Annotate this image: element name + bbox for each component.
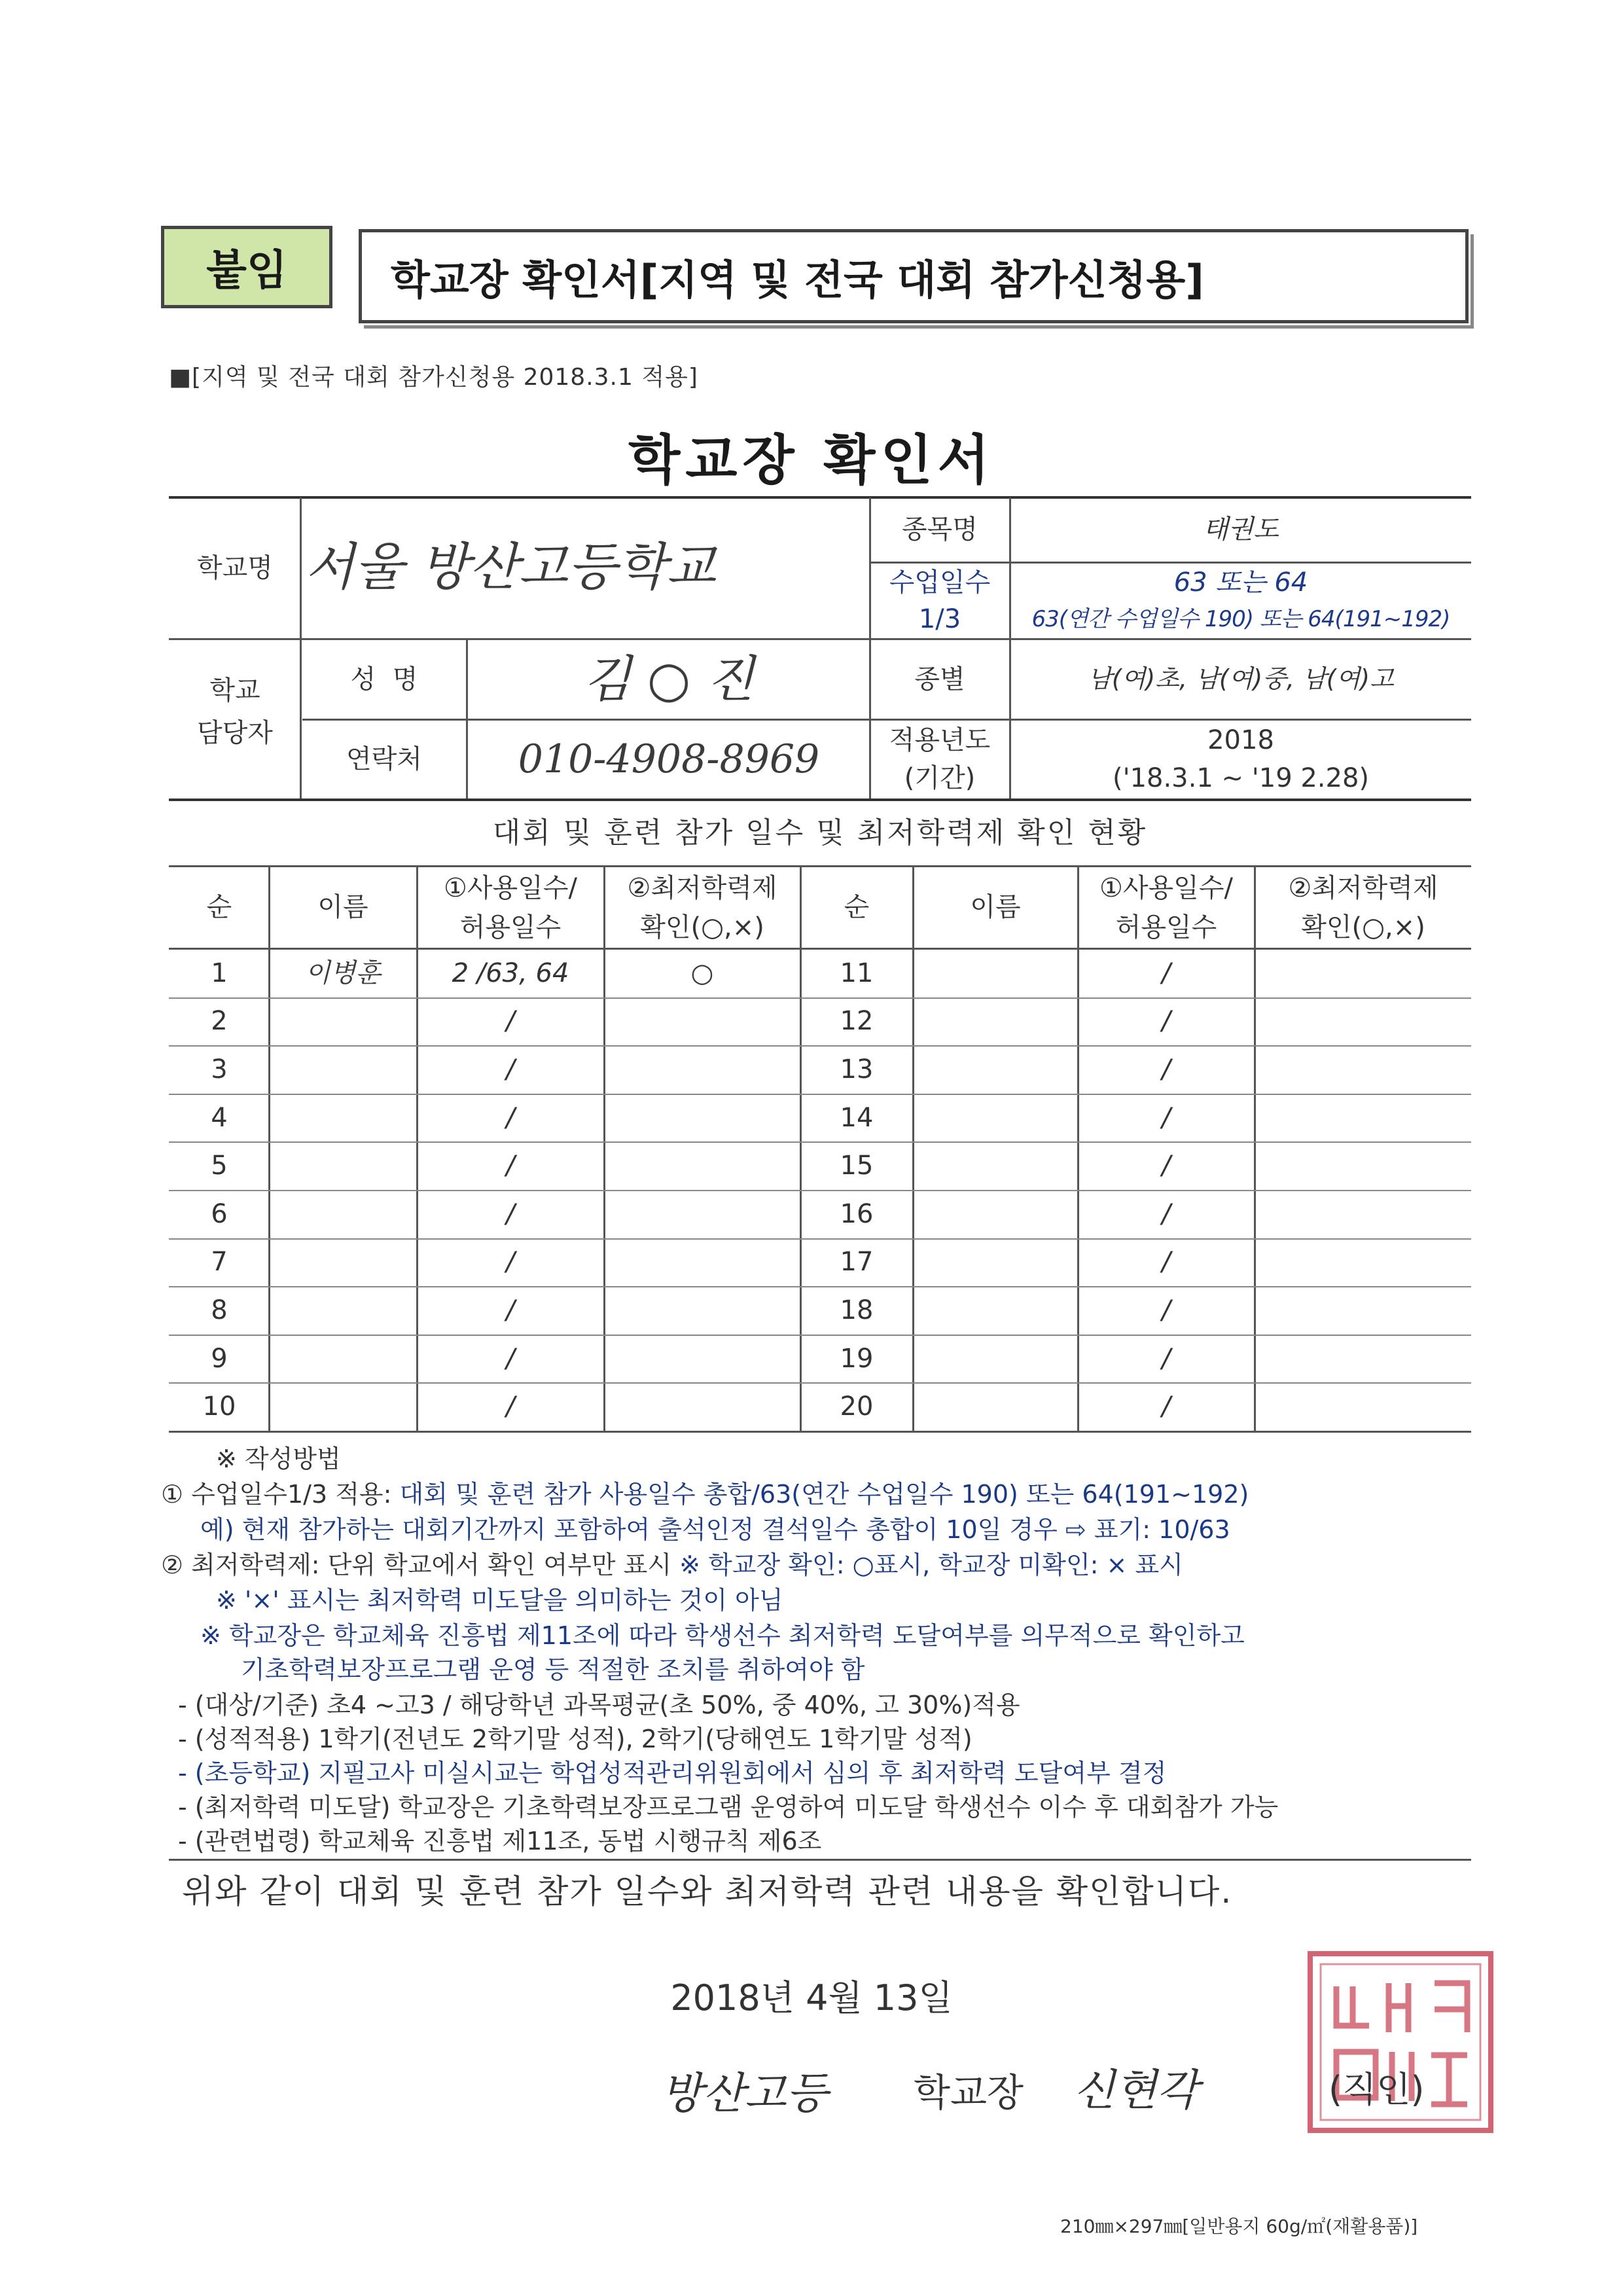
note-2-label: ② 최저학력제: 단위 학교에서 확인 여부만 표시	[161, 1551, 680, 1579]
col-header-num: 순	[844, 892, 870, 922]
row-num: 12	[840, 1006, 874, 1037]
col-header-days: ①사용일수/	[444, 873, 577, 903]
gender-label: 종별	[914, 664, 965, 694]
col-header-num: 순	[206, 892, 232, 922]
row-name	[914, 1045, 1077, 1094]
row-name	[270, 1141, 416, 1190]
row-name	[914, 1190, 1077, 1238]
col-header-name: 이름	[317, 892, 368, 922]
col-header-min: ②최저학력제	[1288, 873, 1438, 903]
gender-value: 남(여)초, 남(여)중, 남(여)고	[1088, 664, 1394, 693]
row-name	[914, 1335, 1077, 1383]
contact-value: 010-4908-8969	[518, 736, 820, 782]
row-days: /	[506, 1295, 515, 1325]
col-header-days-allowed: 허용일수	[459, 912, 562, 942]
note-4: ※ 학교장은 학교체육 진흥법 제11조에 따라 학생선수 최저학력 도달여부를 의무적으로 확인하고	[200, 1621, 1245, 1650]
row-check	[605, 1286, 800, 1335]
row-name	[914, 1094, 1077, 1142]
school-days-label: 수업일수	[889, 567, 991, 598]
row-check	[605, 997, 800, 1046]
row-days: /	[506, 1247, 515, 1278]
row-check	[605, 1141, 800, 1190]
school-handwritten: 방산고등	[661, 2068, 829, 2119]
row-num: 15	[840, 1151, 874, 1181]
confirmation-text: 위와 같이 대회 및 훈련 참가 일수와 최저학력 관련 내용을 확인합니다.	[182, 1873, 1233, 1910]
row-name	[270, 1382, 416, 1431]
row-name	[914, 1141, 1077, 1190]
row-num: 19	[840, 1343, 874, 1374]
principal-label: 학교장	[914, 2070, 1024, 2115]
row-days: /	[1162, 1391, 1171, 1422]
row-num: 17	[840, 1247, 874, 1278]
year-value: 2018	[1207, 725, 1274, 755]
row-days: /	[1162, 1054, 1171, 1085]
note-1-text: 대회 및 훈련 참가 사용일수 총합/63(연간 수업일수 190) 또는 64(191~192)	[399, 1480, 1249, 1509]
note-1-label: ① 수업일수1/3 적용:	[161, 1480, 400, 1509]
row-check: ○	[690, 958, 714, 988]
row-num: 11	[840, 958, 874, 988]
row-check	[1255, 1190, 1471, 1238]
detail-2: - (성적적용) 1학기(전년도 2학기말 성적), 2학기(당해연도 1학기말 성적)	[178, 1725, 972, 1753]
detail-4: - (최저학력 미도달) 학교장은 기초학력보장프로그램 운영하여 미도달 학생선수 이수 후 대회참가 가능	[178, 1793, 1279, 1821]
row-name	[270, 1190, 416, 1238]
row-days: /	[506, 1151, 515, 1181]
row-num: 10	[202, 1391, 236, 1422]
row-name	[270, 1045, 416, 1094]
row-name	[270, 1335, 416, 1383]
col-header-days-allowed: 허용일수	[1115, 912, 1217, 942]
school-days-value: 63 또는 64	[1173, 567, 1308, 598]
row-num: 6	[211, 1198, 228, 1229]
row-days: /	[506, 1102, 515, 1133]
row-name	[270, 997, 416, 1046]
row-check	[1255, 1335, 1471, 1383]
row-days: /	[506, 1006, 515, 1037]
info-divider	[300, 497, 302, 798]
manager-label: 학교	[209, 675, 260, 706]
row-check	[605, 1094, 800, 1142]
row-num: 5	[211, 1151, 228, 1181]
name-label: 성 명	[350, 664, 418, 694]
note-1	[161, 1474, 1249, 1510]
detail-5: - (관련법령) 학교체육 진흥법 제11조, 동법 시행규칙 제6조	[178, 1827, 822, 1856]
row-name	[270, 1286, 416, 1335]
year-period: ('18.3.1 ~ '19 2.28)	[1112, 763, 1370, 793]
row-name	[914, 1286, 1077, 1335]
note-4-continued: 기초학력보장프로그램 운영 등 적절한 조치를 취하여야 함	[241, 1655, 865, 1684]
detail-1: - (대상/기준) 초4 ~고3 / 해당학년 과목평균(초 50%, 중 40%, 고 30%)적용	[178, 1691, 1020, 1719]
row-num: 18	[840, 1295, 874, 1325]
row-name: 이병훈	[305, 958, 381, 988]
school-name-value: 서울 방산고등학교	[305, 537, 716, 597]
note-3: ※ '×' 표시는 최저학력 미도달을 의미하는 것이 아님	[216, 1586, 783, 1615]
row-num: 9	[211, 1343, 228, 1374]
row-check	[1255, 1382, 1471, 1431]
row-days: /	[1162, 1102, 1171, 1133]
notes-bottom-rule	[169, 1859, 1471, 1861]
year-label-2: (기간)	[904, 763, 976, 793]
row-check	[1255, 1286, 1471, 1335]
status-title: 대회 및 훈련 참가 일수 및 최저학력제 확인 현황	[492, 816, 1148, 850]
row-days: /	[1162, 1198, 1171, 1229]
row-days: 2 /63, 64	[452, 958, 569, 988]
note-2-text: ※ 학교장 확인: ○표시, 학교장 미확인: × 표시	[679, 1551, 1183, 1579]
row-check	[605, 1238, 800, 1287]
year-label: 적용년도	[889, 725, 991, 755]
row-check	[605, 1335, 800, 1383]
name-value: 김 ○ 진	[583, 650, 755, 708]
col-header-min: ②최저학력제	[627, 873, 777, 903]
col-header-min-check: 확인(○,×)	[1301, 912, 1425, 942]
row-num: 14	[840, 1102, 874, 1133]
school-name-label: 학교명	[197, 552, 273, 583]
subtitle: ■[지역 및 전국 대회 참가신청용 2018.3.1 적용]	[169, 364, 698, 391]
info-divider	[466, 639, 468, 798]
row-num: 8	[211, 1295, 228, 1325]
row-check	[1255, 1141, 1471, 1190]
col-header-name: 이름	[970, 892, 1021, 922]
row-days: /	[1162, 1006, 1171, 1037]
row-check	[1255, 997, 1471, 1046]
row-num: 4	[211, 1102, 228, 1133]
row-check	[1255, 949, 1471, 997]
row-num: 16	[840, 1198, 874, 1229]
status-table-bottom-rule	[169, 1431, 1471, 1433]
row-days: /	[506, 1391, 515, 1422]
row-num: 1	[211, 958, 228, 988]
row-days: /	[1162, 1247, 1171, 1278]
row-num: 7	[211, 1247, 228, 1278]
row-check	[1255, 1238, 1471, 1287]
school-days-detail: 63(연간 수업일수 190) 또는 64(191~192)	[1031, 605, 1450, 632]
principal-signature: 신현각	[1073, 2065, 1199, 2115]
notes-heading: ※ 작성방법	[216, 1444, 341, 1473]
row-days: /	[506, 1198, 515, 1229]
row-num: 2	[211, 1006, 228, 1037]
note-1-example: 예) 현재 참가하는 대회기간까지 포함하여 출석인정 결석일수 총합이 10일 경우 ⇨ 표기: 10/63	[200, 1515, 1230, 1544]
detail-3: - (초등학교) 지필고사 미실시교는 학업성적관리위원회에서 심의 후 최저학력 도달여부 결정	[178, 1759, 1167, 1787]
school-days-fraction: 1/3	[918, 604, 961, 634]
row-name	[914, 1382, 1077, 1431]
date: 2018년 4월 13일	[670, 1977, 953, 2018]
col-header-min-check: 확인(○,×)	[640, 912, 764, 942]
row-num: 3	[211, 1054, 228, 1085]
header-title: 학교장 확인서[지역 및 전국 대회 참가신청용]	[359, 229, 1469, 323]
row-days: /	[1162, 958, 1171, 988]
col-header-days: ①사용일수/	[1099, 873, 1233, 903]
row-check	[605, 1045, 800, 1094]
contact-label: 연락처	[346, 744, 422, 774]
row-name	[270, 1094, 416, 1142]
row-days: /	[1162, 1295, 1171, 1325]
manager-label-2: 담당자	[197, 718, 273, 748]
sport-label: 종목명	[902, 514, 978, 545]
row-days: /	[1162, 1151, 1171, 1181]
seal-label: (직인)	[1329, 2069, 1425, 2110]
row-name	[914, 1238, 1077, 1287]
row-days: /	[1162, 1343, 1171, 1374]
paper-spec: 210㎜×297㎜[일반용지 60g/㎡(재활용품)]	[1060, 2215, 1418, 2237]
attachment-tag: 붙임	[161, 226, 332, 308]
note-2	[161, 1545, 1183, 1581]
row-name	[270, 1238, 416, 1287]
row-check	[1255, 1045, 1471, 1094]
document-title: 학교장 확인서	[628, 429, 995, 492]
row-check	[1255, 1094, 1471, 1142]
sport-value: 태권도	[1203, 514, 1279, 545]
row-name	[914, 949, 1077, 997]
row-days: /	[506, 1343, 515, 1374]
row-check	[605, 1382, 800, 1431]
row-num: 20	[840, 1391, 874, 1422]
row-num: 13	[840, 1054, 874, 1085]
row-name	[914, 997, 1077, 1046]
row-days: /	[506, 1054, 515, 1085]
row-check	[605, 1190, 800, 1238]
